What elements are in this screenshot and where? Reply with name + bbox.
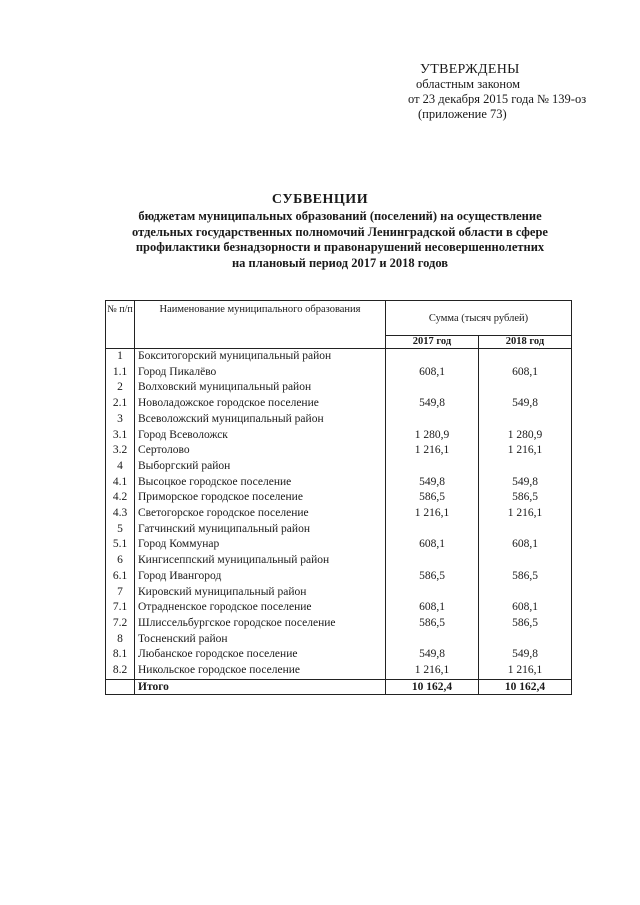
total-row: [106, 679, 572, 694]
row-2018: [479, 459, 572, 475]
row-2017: [386, 459, 479, 475]
row-2017: 608,1: [386, 365, 479, 381]
header-2017: 2017 год: [386, 336, 479, 349]
row-name: Тосненский район: [135, 632, 386, 648]
total-label: Итого: [135, 679, 386, 694]
header-name: Наименование муниципального образования: [135, 301, 386, 349]
subtitle-line: на плановый период 2017 и 2018 годов: [231, 255, 449, 270]
approval-line: областным законом: [416, 77, 521, 91]
row-2018: [479, 522, 572, 538]
row-2017: 549,8: [386, 475, 479, 491]
table-row: [106, 585, 572, 601]
header-num: № п/п: [106, 301, 135, 349]
row-name: Выборгский район: [135, 459, 386, 475]
document-title: СУБВЕНЦИИ: [271, 192, 369, 207]
table-row: [106, 553, 572, 569]
row-2017: 586,5: [386, 569, 479, 585]
total-2018: 10 162,4: [479, 679, 572, 694]
row-2018: 549,8: [479, 647, 572, 663]
row-num: 7.2: [106, 616, 135, 632]
subtitle-line: профилактики безнадзорности и правонарушений несовершеннолетних: [135, 240, 545, 254]
row-num: 3.2: [106, 443, 135, 459]
row-num: 4: [106, 459, 135, 475]
row-name: Город Коммунар: [135, 537, 386, 553]
row-name: Город Пикалёво: [135, 365, 386, 381]
row-name: Сертолово: [135, 443, 386, 459]
approval-line: (приложение 73): [418, 107, 507, 121]
approval-stamp: [408, 62, 586, 122]
table-row: [106, 349, 572, 365]
table-row: [106, 475, 572, 491]
row-num: 6: [106, 553, 135, 569]
total-num-cell: [106, 679, 135, 694]
row-2018: 1 280,9: [479, 428, 572, 444]
table-row: [106, 490, 572, 506]
row-2017: [386, 632, 479, 648]
table-body: [106, 349, 572, 680]
table-row: [106, 647, 572, 663]
row-2017: 1 280,9: [386, 428, 479, 444]
table-row: [106, 380, 572, 396]
table-row: [106, 569, 572, 585]
row-2017: 549,8: [386, 647, 479, 663]
row-num: 5: [106, 522, 135, 538]
subsidies-table: [105, 300, 572, 695]
row-2018: [479, 632, 572, 648]
row-2018: [479, 349, 572, 365]
row-num: 8.1: [106, 647, 135, 663]
row-num: 3: [106, 412, 135, 428]
row-2017: [386, 522, 479, 538]
row-num: 2: [106, 380, 135, 396]
row-num: 1: [106, 349, 135, 365]
row-num: 1.1: [106, 365, 135, 381]
row-2017: 1 216,1: [386, 443, 479, 459]
table-row: [106, 506, 572, 522]
row-name: Приморское городское поселение: [135, 490, 386, 506]
total-2017: 10 162,4: [386, 679, 479, 694]
row-2018: [479, 553, 572, 569]
header-2018: 2018 год: [479, 336, 572, 349]
row-2017: 586,5: [386, 490, 479, 506]
row-2017: [386, 585, 479, 601]
row-name: Новоладожское городское поселение: [135, 396, 386, 412]
row-num: 4.2: [106, 490, 135, 506]
header-sum: Сумма (тысяч рублей): [386, 301, 572, 336]
row-num: 2.1: [106, 396, 135, 412]
row-name: Всеволожский муниципальный район: [135, 412, 386, 428]
row-2018: 608,1: [479, 600, 572, 616]
table-row: [106, 600, 572, 616]
row-2017: [386, 553, 479, 569]
row-name: Никольское городское поселение: [135, 663, 386, 679]
row-num: 8: [106, 632, 135, 648]
row-2018: 586,5: [479, 490, 572, 506]
row-2018: 1 216,1: [479, 663, 572, 679]
row-2018: 586,5: [479, 569, 572, 585]
row-2018: 586,5: [479, 616, 572, 632]
row-2017: 549,8: [386, 396, 479, 412]
row-num: 4.3: [106, 506, 135, 522]
row-2018: 1 216,1: [479, 443, 572, 459]
row-num: 7.1: [106, 600, 135, 616]
row-name: Любанское городское поселение: [135, 647, 386, 663]
subtitle-line: отдельных государственных полномочий Ленинградской области в сфере: [132, 224, 548, 239]
row-name: Кингисеппский муниципальный район: [135, 553, 386, 569]
table-row: [106, 412, 572, 428]
row-name: Высоцкое городское поселение: [135, 475, 386, 491]
table-row: [106, 522, 572, 538]
table-row: [106, 663, 572, 679]
table-row: [106, 396, 572, 412]
row-2018: 549,8: [479, 475, 572, 491]
table-row: [106, 632, 572, 648]
row-name: Бокситогорский муниципальный район: [135, 349, 386, 365]
approval-line: УТВЕРЖДЕНЫ: [420, 62, 520, 77]
row-num: 8.2: [106, 663, 135, 679]
row-2017: 586,5: [386, 616, 479, 632]
row-num: 6.1: [106, 569, 135, 585]
table-row: [106, 616, 572, 632]
table-row: [106, 428, 572, 444]
table-row: [106, 365, 572, 381]
row-2017: 1 216,1: [386, 663, 479, 679]
table-row: [106, 537, 572, 553]
row-num: 4.1: [106, 475, 135, 491]
row-name: Отрадненское городское поселение: [135, 600, 386, 616]
document-subtitle: [100, 209, 580, 271]
row-2017: 1 216,1: [386, 506, 479, 522]
row-num: 5.1: [106, 537, 135, 553]
row-2017: 608,1: [386, 600, 479, 616]
row-name: Волховский муниципальный район: [135, 380, 386, 396]
row-name: Светогорское городское поселение: [135, 506, 386, 522]
row-name: Шлиссельбургское городское поселение: [135, 616, 386, 632]
row-name: Кировский муниципальный район: [135, 585, 386, 601]
row-name: Гатчинский муниципальный район: [135, 522, 386, 538]
subtitle-line: бюджетам муниципальных образований (поселений) на осуществление: [138, 209, 542, 223]
approval-line: от 23 декабря 2015 года № 139-оз: [408, 92, 587, 106]
row-num: 3.1: [106, 428, 135, 444]
row-2018: [479, 412, 572, 428]
row-2017: 608,1: [386, 537, 479, 553]
row-2018: 608,1: [479, 365, 572, 381]
row-2018: [479, 585, 572, 601]
row-2017: [386, 380, 479, 396]
row-num: 7: [106, 585, 135, 601]
row-2017: [386, 349, 479, 365]
row-2018: [479, 380, 572, 396]
row-name: Город Ивангород: [135, 569, 386, 585]
table-row: [106, 459, 572, 475]
row-2018: 608,1: [479, 537, 572, 553]
row-name: Город Всеволожск: [135, 428, 386, 444]
row-2018: 549,8: [479, 396, 572, 412]
row-2018: 1 216,1: [479, 506, 572, 522]
table-row: [106, 443, 572, 459]
row-2017: [386, 412, 479, 428]
